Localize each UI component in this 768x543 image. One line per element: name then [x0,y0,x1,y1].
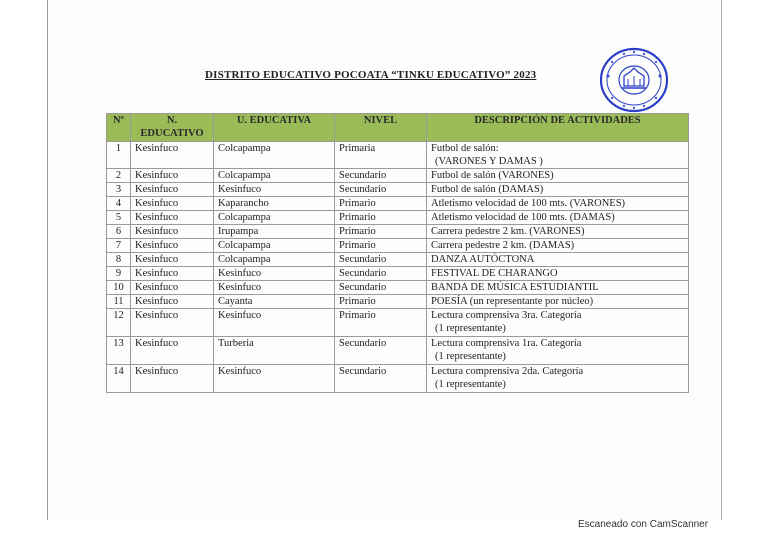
table-row [107,225,689,239]
activity-line: Lectura comprensiva 1ra. Categoría [431,338,582,349]
row-number: 4 [107,197,131,211]
row-unidad: Cayanta [214,295,335,309]
row-unidad: Kesinfuco [214,183,335,197]
header-nivel: NIVEL [335,114,427,142]
activity-line: Carrera pedestre 2 km. (DAMAS) [431,240,575,251]
activity-line: Atletismo velocidad de 100 mts. (DAMAS) [431,212,615,223]
row-nivel: Primario [335,225,427,239]
row-number: 13 [107,337,131,365]
row-activity [427,197,689,211]
row-nivel: Secundario [335,253,427,267]
activity-line: Atletismo velocidad de 100 mts. (VARONES) [431,198,626,209]
activity-line: Futbol de salón: [431,143,499,154]
row-activity [427,309,689,337]
activities-table [106,113,689,393]
activity-line: (1 representante) [435,351,506,362]
row-number: 11 [107,295,131,309]
row-unidad: Kesinfuco [214,365,335,393]
row-nivel: Primaria [335,142,427,169]
row-number: 2 [107,169,131,183]
row-nivel: Secundario [335,183,427,197]
activity-line: POESÍA (un representante por núcleo) [431,296,594,307]
row-unidad: Turberia [214,337,335,365]
row-activity [427,267,689,281]
row-activity [427,211,689,225]
table-row [107,337,689,365]
header-descripcion: DESCRIPCIÓN DE ACTIVIDADES [427,114,689,142]
scanner-watermark: Escaneado con CamScanner [578,519,709,530]
row-unidad: Colcapampa [214,169,335,183]
row-nucleo: Kesinfuco [131,142,214,169]
table-row [107,169,689,183]
row-activity [427,142,689,169]
row-activity [427,295,689,309]
row-unidad: Colcapampa [214,239,335,253]
row-unidad: Irupampa [214,225,335,239]
row-nivel: Secundario [335,337,427,365]
activity-line: FESTIVAL DE CHARANGO [431,268,558,279]
row-unidad: Colcapampa [214,142,335,169]
row-nivel: Secundario [335,267,427,281]
row-nivel: Primario [335,239,427,253]
activity-line: Carrera pedestre 2 km. (VARONES) [431,226,585,237]
row-nivel: Secundario [335,365,427,393]
row-nucleo: Kesinfuco [131,183,214,197]
activity-line: Futbol de salón (VARONES) [431,170,554,181]
activity-line: DANZA AUTÓCTONA [431,254,535,265]
document-title: DISTRITO EDUCATIVO POCOATA “TINKU EDUCATIVO” 2023 [205,69,537,81]
table-row [107,295,689,309]
row-number: 3 [107,183,131,197]
row-nucleo: Kesinfuco [131,225,214,239]
row-activity [427,183,689,197]
row-activity [427,281,689,295]
row-nucleo: Kesinfuco [131,253,214,267]
row-nucleo: Kesinfuco [131,309,214,337]
activity-line: Lectura comprensiva 2da. Categoría [431,366,584,377]
row-activity [427,225,689,239]
row-nucleo: Kesinfuco [131,281,214,295]
header-nucleo [131,114,214,142]
seal-stamp-icon [598,46,670,114]
row-unidad: Kaparancho [214,197,335,211]
activity-line: (1 representante) [435,379,506,390]
row-nivel: Primario [335,197,427,211]
row-nucleo: Kesinfuco [131,169,214,183]
row-number: 12 [107,309,131,337]
row-nucleo: Kesinfuco [131,211,214,225]
activity-line: Lectura comprensiva 3ra. Categoría [431,310,582,321]
row-number: 1 [107,142,131,169]
row-nivel: Secundario [335,169,427,183]
table-row [107,281,689,295]
row-nivel: Primario [335,295,427,309]
row-nucleo: Kesinfuco [131,197,214,211]
header-nucleo-line1: N. [166,115,178,126]
row-number: 8 [107,253,131,267]
table-row [107,197,689,211]
row-activity [427,169,689,183]
activity-line: BANDA DE MÚSICA ESTUDIANTIL [431,282,599,293]
row-nivel: Secundario [335,281,427,295]
row-nucleo: Kesinfuco [131,267,214,281]
header-unidad: U. EDUCATIVA [214,114,335,142]
row-unidad: Colcapampa [214,211,335,225]
activity-line: (VARONES Y DAMAS ) [435,156,543,167]
table-row [107,267,689,281]
table-header-row [107,114,689,142]
row-number: 14 [107,365,131,393]
row-activity [427,365,689,393]
row-activity [427,337,689,365]
activity-line: Futbol de salón (DAMAS) [431,184,544,195]
row-nivel: Primario [335,309,427,337]
row-number: 7 [107,239,131,253]
row-activity [427,239,689,253]
table-row [107,183,689,197]
row-number: 10 [107,281,131,295]
table-row [107,365,689,393]
table-row [107,239,689,253]
table-row [107,142,689,169]
row-nucleo: Kesinfuco [131,295,214,309]
row-unidad: Kesinfuco [214,267,335,281]
row-activity [427,253,689,267]
row-nucleo: Kesinfuco [131,337,214,365]
row-number: 5 [107,211,131,225]
row-unidad: Kesinfuco [214,309,335,337]
header-nucleo-line2: EDUCATIVO [140,128,204,139]
activity-line: (1 representante) [435,323,506,334]
row-unidad: Kesinfuco [214,281,335,295]
header-num: Nº [107,114,131,142]
row-number: 6 [107,225,131,239]
row-nucleo: Kesinfuco [131,365,214,393]
table-row [107,253,689,267]
row-nivel: Primario [335,211,427,225]
row-number: 9 [107,267,131,281]
row-nucleo: Kesinfuco [131,239,214,253]
table-row [107,309,689,337]
table-row [107,211,689,225]
row-unidad: Colcapampa [214,253,335,267]
